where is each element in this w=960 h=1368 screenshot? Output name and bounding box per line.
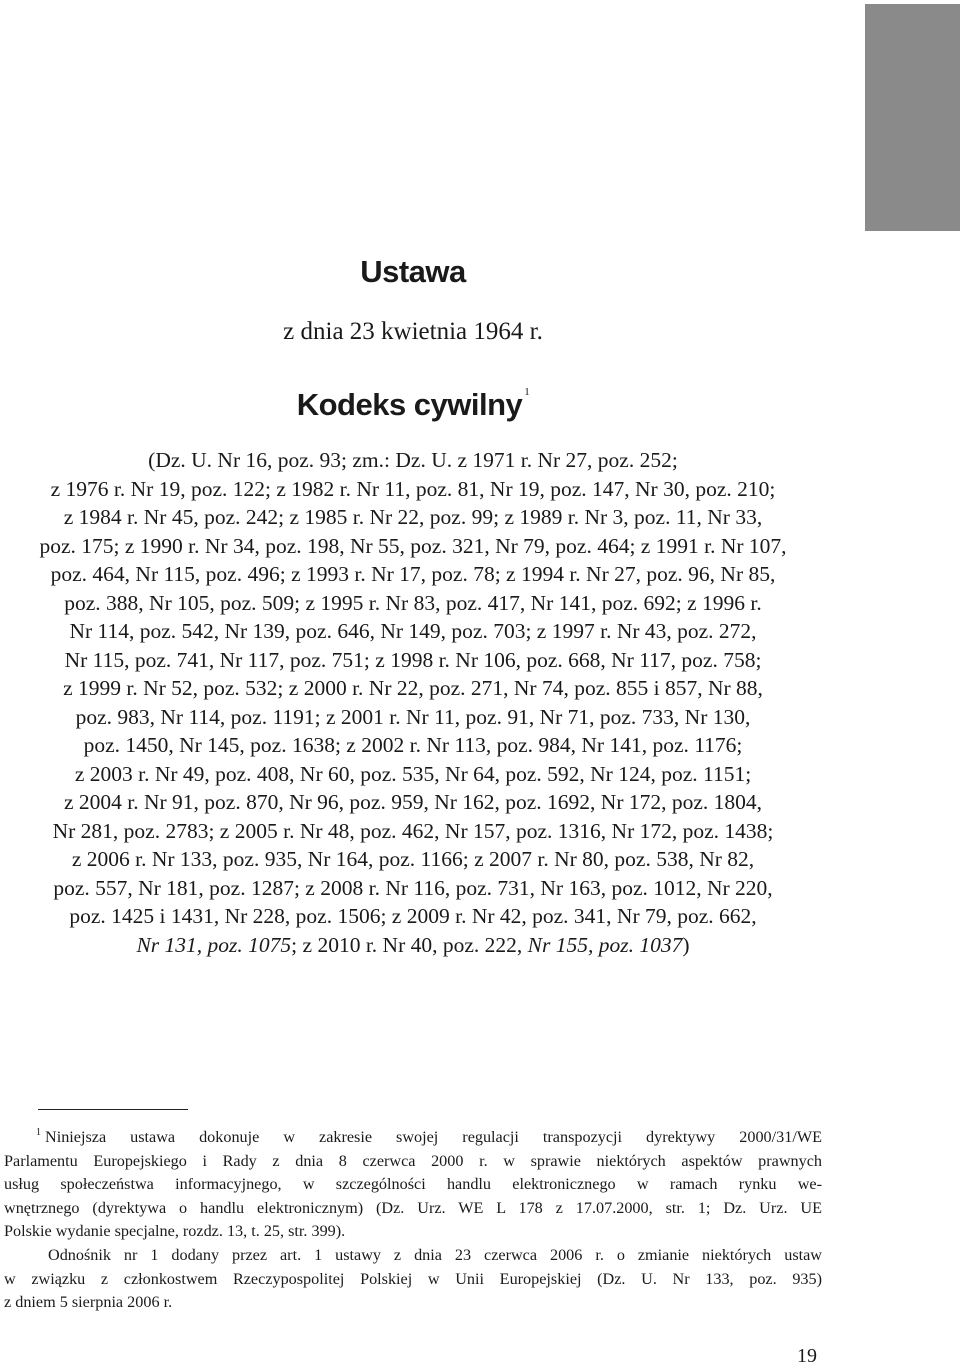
sources-line: z 2003 r. Nr 49, poz. 408, Nr 60, poz. 535, Nr 64, poz. 592, Nr 124, poz. 1151; [74, 761, 752, 786]
sources-line: Nr 115, poz. 741, Nr 117, poz. 751; z 1998 r. Nr 106, poz. 668, Nr 117, poz. 758; [64, 647, 762, 672]
act-date: z dnia 23 kwietnia 1964 r. [283, 318, 543, 345]
sources-last-line [0, 931, 826, 960]
publication-sources [0, 446, 826, 959]
footnote-marker: 1 [36, 1127, 41, 1138]
sources-line: poz. 1450, Nr 145, poz. 1638; z 2002 r. Nr 113, poz. 984, Nr 141, poz. 1176; [83, 733, 743, 757]
footnote-text: Niniejsza ustawa dokonuje w zakresie swojej regulacji transpozycji dyrektywy 2000/31/WE [45, 1128, 822, 1146]
footnote-ref: 1 [524, 386, 530, 398]
sources-line: z 1984 r. Nr 45, poz. 242; z 1985 r. Nr 22, poz. 99; z 1989 r. Nr 3, poz. 11, Nr 33, [63, 505, 763, 529]
sources-close: ) [682, 932, 690, 957]
footnote-line [4, 1121, 822, 1150]
sources-line: z 2004 r. Nr 91, poz. 870, Nr 96, poz. 959, Nr 162, poz. 1692, Nr 172, poz. 1804, [63, 790, 763, 814]
footnote-line: usług społeczeństwa informacyjnego, w szczególności handlu elektronicznego w ramach rynku we- [4, 1175, 822, 1194]
sources-text: ; z 2010 r. Nr 40, poz. 222, [291, 932, 528, 957]
footnote-separator [38, 1109, 188, 1110]
code-title-text: Kodeks cywilny [296, 387, 523, 422]
footnotes [4, 1121, 822, 1315]
sources-line: z 1976 r. Nr 19, poz. 122; z 1982 r. Nr 11, poz. 81, Nr 19, poz. 147, Nr 30, poz. 210; [50, 476, 776, 501]
sources-italic-ref: Nr 155, poz. 1037 [527, 932, 683, 957]
sources-italic-ref: Nr 131, poz. 1075 [136, 932, 292, 957]
sources-line: (Dz. U. Nr 16, poz. 93; zm.: Dz. U. z 1971 r. Nr 27, poz. 252; [148, 448, 678, 472]
code-title [0, 386, 826, 423]
footnote-note-line: Odnośnik nr 1 dodany przez art. 1 ustawy z dnia 23 czerwca 2006 r. o zmianie niektórych ustaw [48, 1245, 822, 1264]
footnote-line: Polskie wydanie specjalne, rozdz. 13, t. 25, str. 399). [4, 1222, 346, 1241]
sources-line: poz. 983, Nr 114, poz. 1191; z 2001 r. Nr 11, poz. 91, Nr 71, poz. 733, Nr 130, [75, 704, 751, 729]
page-number: 19 [797, 1345, 817, 1367]
footnote-line: Parlamentu Europejskiego i Rady z dnia 8 czerwca 2000 r. w sprawie niektórych aspektów prawnych [4, 1151, 822, 1170]
sources-line: poz. 388, Nr 105, poz. 509; z 1995 r. Nr 83, poz. 417, Nr 141, poz. 692; z 1996 r. [64, 590, 762, 615]
sources-line: poz. 175; z 1990 r. Nr 34, poz. 198, Nr 55, poz. 321, Nr 79, poz. 464; z 1991 r. Nr 107, [39, 533, 787, 558]
sources-line: poz. 557, Nr 181, poz. 1287; z 2008 r. Nr 116, poz. 731, Nr 163, poz. 1012, Nr 220, [53, 875, 773, 900]
sources-line: Nr 114, poz. 542, Nr 139, poz. 646, Nr 149, poz. 703; z 1997 r. Nr 43, poz. 272, [69, 619, 757, 643]
footnote-note-line: z dniem 5 sierpnia 2006 r. [4, 1293, 173, 1312]
chapter-thumb-tab [865, 4, 960, 231]
sources-line: Nr 281, poz. 2783; z 2005 r. Nr 48, poz. 462, Nr 157, poz. 1316, Nr 172, poz. 1438; [52, 818, 774, 843]
document-title: Ustawa [360, 254, 466, 289]
sources-line: poz. 1425 i 1431, Nr 228, poz. 1506; z 2009 r. Nr 42, poz. 341, Nr 79, poz. 662, [69, 904, 757, 928]
footnote-note-line: w związku z członkostwem Rzeczypospolitej Polskiej w Unii Europejskiej (Dz. U. Nr 133, poz. 935) [4, 1269, 822, 1288]
sources-line: z 1999 r. Nr 52, poz. 532; z 2000 r. Nr 22, poz. 271, Nr 74, poz. 855 i 857, Nr 88, [63, 676, 763, 700]
sources-line: poz. 464, Nr 115, poz. 496; z 1993 r. Nr 17, poz. 78; z 1994 r. Nr 27, poz. 96, Nr 85, [50, 562, 776, 586]
footnote-line: wnętrznego (dyrektywa o handlu elektronicznym) (Dz. Urz. WE L 178 z 17.07.2000, str. 1; Dz. Urz. UE [4, 1198, 822, 1217]
sources-line: z 2006 r. Nr 133, poz. 935, Nr 164, poz. 1166; z 2007 r. Nr 80, poz. 538, Nr 82, [71, 847, 755, 871]
